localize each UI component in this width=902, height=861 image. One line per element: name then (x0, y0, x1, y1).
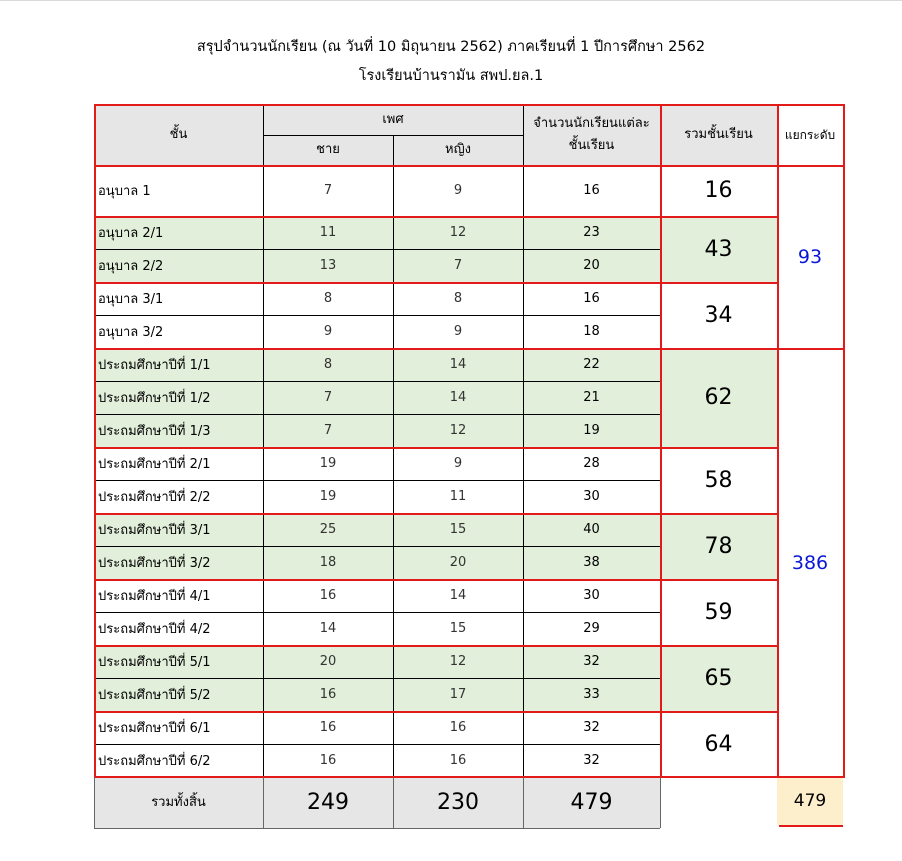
row-female: 12 (393, 216, 523, 249)
row-name: อนุบาล 3/2 (98, 325, 164, 340)
header-per-class-line2: ชั้นเรียน (568, 137, 615, 153)
row-class-total: 32 (583, 720, 600, 735)
row-name: อนุบาล 1 (98, 184, 151, 199)
row-male: 16 (319, 753, 337, 768)
grand-female: 230 (393, 777, 523, 828)
row-male: 19 (319, 456, 337, 471)
row-class-total: 23 (523, 216, 660, 249)
row-class-total: 30 (583, 489, 600, 504)
row-name: อนุบาล 2/2 (94, 249, 263, 282)
row-class-total: 32 (523, 645, 660, 678)
group-total: 62 (660, 348, 777, 447)
row-male: 8 (263, 348, 393, 381)
red-border (777, 348, 843, 350)
row-class-total: 33 (523, 678, 660, 711)
red-border (94, 711, 777, 713)
row-class-total: 20 (523, 249, 660, 282)
row-divider (94, 480, 660, 481)
row-female: 14 (393, 348, 523, 381)
red-border (94, 282, 777, 284)
row-male: 19 (319, 489, 337, 504)
row-class-total: 30 (583, 588, 600, 603)
row-female: 11 (449, 489, 467, 504)
row-name: ประถมศึกษาปีที่ 1/2 (94, 381, 263, 414)
group-total: 43 (660, 216, 777, 282)
header-female: หญิง (445, 142, 471, 157)
row-male: 25 (263, 513, 393, 546)
group-total: 16 (704, 178, 733, 203)
row-name: ประถมศึกษาปีที่ 1/1 (94, 348, 263, 381)
row-class-total: 22 (523, 348, 660, 381)
red-border (94, 216, 777, 218)
row-divider (94, 678, 660, 679)
red-border (94, 348, 777, 350)
grand-border (523, 777, 524, 828)
row-male: 20 (263, 645, 393, 678)
header-grade-total: รวมชั้นเรียน (684, 126, 753, 142)
header-male: ชาย (316, 142, 340, 157)
red-border (94, 447, 777, 449)
row-name: ประถมศึกษาปีที่ 2/1 (98, 457, 211, 472)
row-male: 13 (263, 249, 393, 282)
row-name: ประถมศึกษาปีที่ 5/2 (94, 678, 263, 711)
row-female: 9 (453, 324, 463, 339)
row-female: 12 (393, 414, 523, 447)
grand-male: 249 (263, 777, 393, 828)
col-divider (523, 104, 524, 777)
row-name: ประถมศึกษาปีที่ 3/1 (94, 513, 263, 546)
row-name: ประถมศึกษาปีที่ 6/2 (98, 754, 211, 769)
group-total: 64 (704, 731, 733, 757)
row-divider (94, 381, 660, 382)
red-border (94, 165, 843, 167)
row-divider (94, 249, 660, 250)
row-female: 8 (453, 291, 463, 306)
row-class-total: 28 (583, 456, 600, 471)
header-per-class-line1: จำนวนนักเรียนแต่ละ (533, 115, 650, 131)
row-class-total: 16 (583, 183, 600, 198)
red-border (94, 104, 96, 777)
row-male: 7 (323, 183, 333, 198)
row-female: 12 (393, 645, 523, 678)
grand-border (263, 777, 264, 828)
overall-total: 479 (777, 777, 843, 825)
row-male: 16 (319, 588, 337, 603)
row-female: 15 (393, 513, 523, 546)
red-border (94, 776, 843, 778)
row-male: 7 (263, 381, 393, 414)
red-border (660, 104, 662, 777)
grand-border (94, 777, 95, 828)
group-total: 58 (704, 467, 733, 493)
red-border (94, 579, 777, 581)
school-name: โรงเรียนบ้านรามัน สพป.ยล.1 (358, 68, 544, 84)
row-class-total: 19 (523, 414, 660, 447)
red-border (94, 104, 843, 106)
group-total: 34 (704, 302, 733, 328)
header-by-level: แยกระดับ (784, 127, 836, 142)
row-female: 17 (393, 678, 523, 711)
row-name: ประถมศึกษาปีที่ 2/2 (98, 490, 211, 505)
header-gender: เพศ (382, 111, 404, 127)
grand-border (94, 828, 660, 829)
red-border (94, 513, 777, 515)
group-total: 59 (704, 599, 733, 625)
row-divider (94, 744, 660, 745)
grand-label: รวมทั้งสิ้น (94, 777, 263, 828)
row-name: ประถมศึกษาปีที่ 6/1 (98, 721, 211, 736)
row-female: 20 (393, 546, 523, 579)
row-name: ประถมศึกษาปีที่ 5/1 (94, 645, 263, 678)
row-class-total: 32 (583, 753, 600, 768)
red-border (777, 104, 779, 777)
overall-underline (779, 825, 843, 827)
row-name: ประถมศึกษาปีที่ 1/3 (94, 414, 263, 447)
row-male: 11 (263, 216, 393, 249)
row-class-total: 21 (523, 381, 660, 414)
row-female: 16 (449, 753, 467, 768)
primary-total: 386 (791, 551, 829, 574)
row-class-total: 18 (583, 324, 600, 339)
red-border (94, 645, 777, 647)
row-divider (94, 315, 660, 316)
group-total: 65 (660, 645, 777, 711)
row-divider (94, 612, 660, 613)
kindergarten-total: 93 (797, 245, 823, 268)
row-female: 16 (449, 720, 467, 735)
row-class-total: 38 (523, 546, 660, 579)
col-divider (263, 104, 264, 777)
grand-border (393, 777, 394, 828)
row-name: อนุบาล 2/1 (94, 216, 263, 249)
row-divider (94, 546, 660, 547)
row-name: ประถมศึกษาปีที่ 3/2 (94, 546, 263, 579)
header-level: ชั้น (169, 126, 188, 142)
group-total: 78 (660, 513, 777, 579)
row-class-total: 40 (523, 513, 660, 546)
report-title: สรุปจำนวนนักเรียน (ณ วันที่ 10 มิถุนายน 2562) ภาคเรียนที่ 1 ปีการศึกษา 2562 (196, 39, 706, 55)
row-female: 9 (453, 183, 463, 198)
row-female: 15 (449, 621, 467, 636)
row-male: 9 (323, 324, 333, 339)
row-male: 7 (263, 414, 393, 447)
row-name: อนุบาล 3/1 (98, 292, 164, 307)
row-female: 14 (449, 588, 467, 603)
row-male: 18 (263, 546, 393, 579)
header-per-class (523, 104, 660, 165)
row-divider (94, 414, 660, 415)
row-male: 16 (319, 720, 337, 735)
row-name: ประถมศึกษาปีที่ 4/2 (98, 622, 211, 637)
row-class-total: 16 (583, 291, 600, 306)
grand-total: 479 (523, 777, 660, 828)
row-class-total: 29 (583, 621, 600, 636)
row-female: 14 (393, 381, 523, 414)
red-border (843, 104, 845, 778)
row-female: 9 (453, 456, 463, 471)
row-name: ประถมศึกษาปีที่ 4/1 (98, 589, 211, 604)
col-divider (393, 135, 394, 777)
grand-border (660, 777, 661, 828)
row-female: 7 (393, 249, 523, 282)
row-male: 14 (319, 621, 337, 636)
row-male: 8 (323, 291, 333, 306)
row-male: 16 (263, 678, 393, 711)
